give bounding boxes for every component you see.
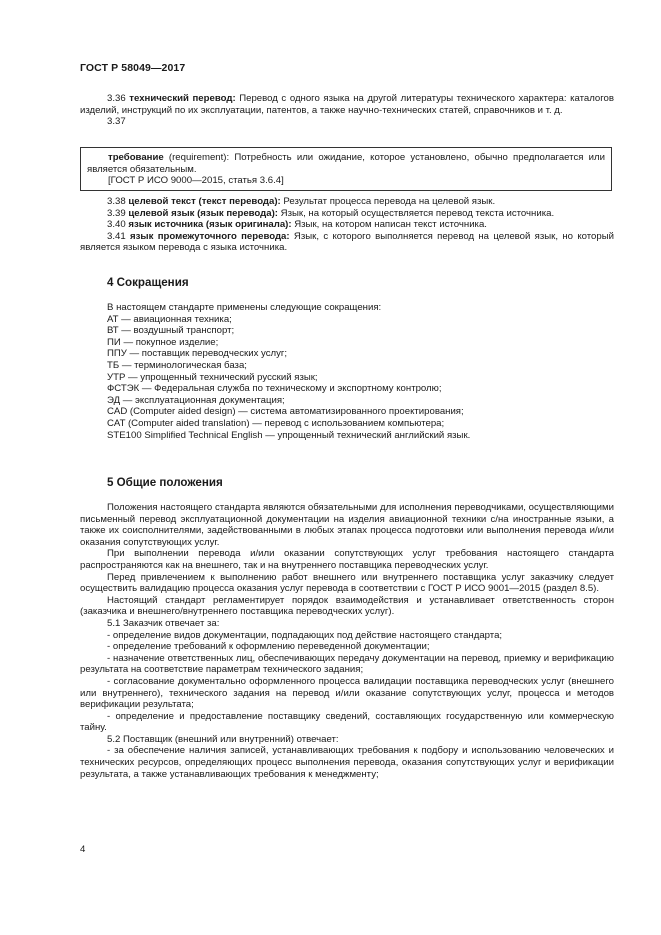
list-item: - назначение ответственных лиц, обеспечивающих передачу документации на перевод, приемку и верификацию результата на соответствие параметрам технического задания; xyxy=(80,652,614,676)
section-5-body xyxy=(80,502,614,780)
abbreviation-item: STE100 Simplified Technical English — упрощенный технический английский язык. xyxy=(107,429,471,441)
abbreviation-item: CAD (Computer aided design) — система автоматизированного проектирования; xyxy=(107,406,464,418)
abbreviation-item: ВТ — воздушный транспорт; xyxy=(107,325,235,337)
abbreviation-item: ТБ — терминологическая база; xyxy=(107,359,247,371)
terms-block-b xyxy=(80,196,614,254)
list-item: - определение требований к оформлению переведенной документации; xyxy=(107,641,430,653)
abbreviation-item: CAT (Computer aided translation) — перевод с использованием компьютера; xyxy=(107,417,445,429)
paragraph: Положения настоящего стандарта являются обязательными для исполнения переводчиками, осуществляющими письменный перевод эксплуатационной документации на изделия авиационной техники с/на иностранные языки, а также их соисполнителями, задействованными в любых этапах процесса подготовки или выполнения перевода и/или оказания сопутствующих услуг. xyxy=(80,502,614,548)
abbreviations-intro: В настоящем стандарте применены следующие сокращения: xyxy=(107,302,382,313)
requirement-reference: [ГОСТ Р ИСО 9000—2015, статья 3.6.4] xyxy=(108,175,284,187)
term-3-38: 3.38 целевой текст (текст перевода): Результат процесса перевода на целевой язык. xyxy=(107,196,496,207)
abbreviation-item: АТ — авиационная техника; xyxy=(107,313,232,325)
term-3-36: 3.36 технический перевод: Перевод с одного языка на другой литературы технического характера: каталогов изделий, инструкций по их эксплуатации, патентов, а также научно-технических статей, справочников и т. д. xyxy=(80,93,614,116)
requirement-box-wrap xyxy=(80,145,612,193)
requirement-box xyxy=(80,147,612,191)
section-5-title: 5 Общие положения xyxy=(107,476,223,489)
term-3-36-title: технический перевод: xyxy=(129,93,236,104)
clause-5-1: 5.1 Заказчик отвечает за: xyxy=(107,617,220,629)
page-number: 4 xyxy=(80,844,86,855)
paragraph: Настоящий стандарт регламентирует порядок взаимодействия и устанавливает ответственность сторон (заказчика и внешнего/внутреннего поставщика переводческих услуг). xyxy=(80,594,614,618)
section-5 xyxy=(80,477,614,489)
list-item: - определение видов документации, подпадающих под действие настоящего стандарта; xyxy=(107,629,503,641)
paragraph: При выполнении перевода и/или оказании сопутствующих услуг требования настоящего стандарта распространяются как на внешнего, так и на внутреннего поставщика переводческих услуг. xyxy=(80,548,614,571)
list-item: - согласование документально оформленного процесса валидации поставщика переводческих услуг (внешнего или внутреннего), технического задания на перевод и/или оказание сопутствующих услуг, процесса и методов верификации результата; xyxy=(80,675,614,711)
abbreviation-item: ФСТЭК — Федеральная служба по техническому и экспортному контролю; xyxy=(107,383,442,395)
abbreviation-item: ППУ — поставщик переводческих услуг; xyxy=(107,348,288,360)
requirement-definition: требование (requirement): Потребность или ожидание, которое установлено, обычно предполагается или является обязательным. xyxy=(87,152,605,175)
term-3-41: 3.41 язык промежуточного перевода: Язык, с которого выполняется перевод на целевой язык, но который является языком перевода с языка источника. xyxy=(80,230,614,254)
list-item: - определение и предоставление поставщику сведений, составляющих государственную или коммерческую тайну. xyxy=(80,710,614,734)
section-4-title: 4 Сокращения xyxy=(107,276,189,289)
paragraph: Перед привлечением к выполнению работ внешнего или внутреннего поставщика услуг заказчику следует осуществить валидацию процесса оказания услуг перевода в соответствии с ГОСТ Р ИСО 9001—2015 (раздел 8.5). xyxy=(80,571,614,595)
abbreviation-item: УТР — упрощенный технический русский язык; xyxy=(107,371,318,383)
term-3-39: 3.39 целевой язык (язык перевода): Язык, на который осуществляется перевод текста источника. xyxy=(107,207,555,219)
abbreviation-item: ЭД — эксплуатационная документация; xyxy=(107,394,285,406)
clause-5-2: 5.2 Поставщик (внешний или внутренний) отвечает: xyxy=(107,733,339,745)
term-3-36-definition: Перевод с одного языка на другой литературы технического характера: каталогов изделий, инструкций по их эксплуатации, патентов, а также научно-технических статей, справочников и т. д. xyxy=(80,93,614,116)
abbreviations-list xyxy=(80,302,614,441)
requirement-term: требование xyxy=(108,152,164,163)
list-item: - за обеспечение наличия записей, устанавливающих требования к подбору и использованию человеческих и технических ресурсов, определяющих процесс выполнения перевода, оказания сопутствующих услуг и верификации результата, а также устанавливающих требования к менеджменту; xyxy=(80,745,614,780)
document-header: ГОСТ Р 58049—2017 xyxy=(80,62,186,74)
abbreviation-item: ПИ — покупное изделие; xyxy=(107,336,219,348)
term-3-40: 3.40 язык источника (язык оригинала): Язык, на котором написан текст источника. xyxy=(107,219,487,231)
term-3-37-number: 3.37 xyxy=(107,116,126,128)
terms-block-a xyxy=(80,93,614,128)
section-4 xyxy=(80,277,614,289)
